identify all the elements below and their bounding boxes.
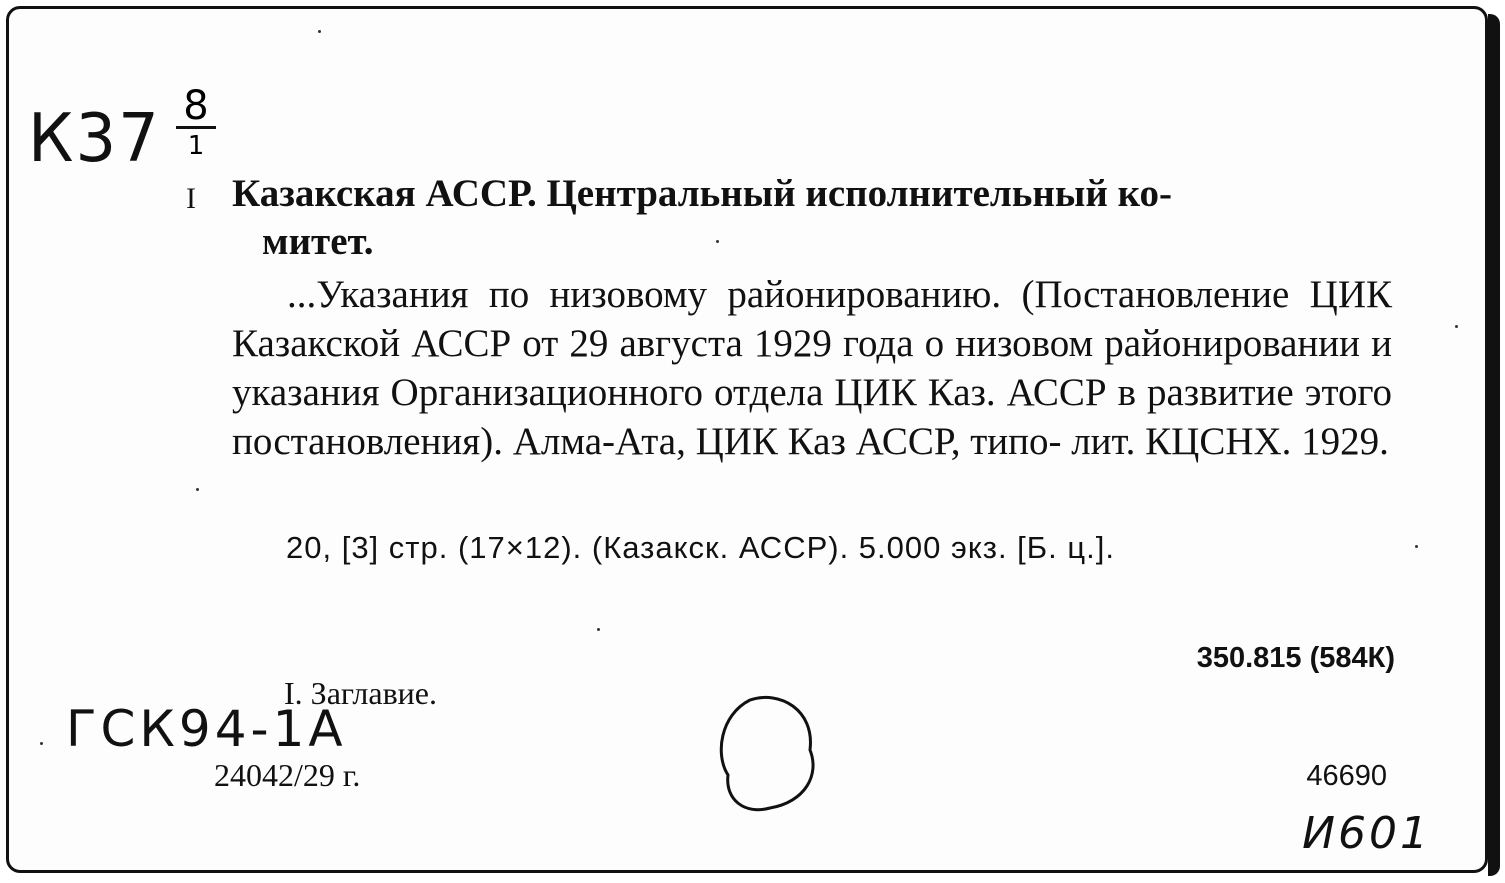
speck (1455, 325, 1458, 328)
accession-number: 24042/29 г. (214, 757, 361, 793)
card-description (232, 270, 1392, 466)
oval-stamp-mark (710, 690, 830, 820)
heading-line-2: митет. (262, 220, 374, 263)
classification-number: 350.815 (584К) (1196, 642, 1395, 674)
call-number-fraction-top: 8 (176, 86, 216, 129)
speck (196, 488, 199, 491)
tracing-title: I. Заглавие. (284, 675, 437, 711)
speck (40, 742, 43, 745)
call-number-fraction (176, 83, 216, 163)
speck (1415, 545, 1418, 548)
speck (318, 30, 321, 33)
card-heading (232, 170, 1392, 266)
description-paragraph: ...Указания по низовому районированию. (Постановление ЦИК Казакской АССР от 29 августа 1929 года о низовом районировании и указания Организационного отдела ЦИК Каз. АССР в развитие этого постановления). Алма-Ата, ЦИК Каз АССР, типо- лит. КЦСНХ. 1929. (232, 273, 1392, 463)
collation-line: 20, [3] стр. (17×12). (Казакск. АССР). 5.000 экз. [Б. ц.]. (286, 530, 1115, 565)
card-edge (1488, 14, 1500, 876)
heading-line-1: Казакская АССР. Центральный исполнительный ко- (232, 172, 1173, 215)
heading-marker: I (186, 182, 196, 215)
handwritten-number: И601 (1302, 808, 1431, 859)
speck (597, 628, 600, 631)
registration-number: 46690 (1306, 760, 1387, 792)
call-number-fraction-bottom: 1 (187, 131, 205, 161)
call-number-main: К37 (28, 100, 161, 178)
speck (716, 240, 719, 243)
handwritten-code: ГСК94-1А (66, 700, 347, 758)
